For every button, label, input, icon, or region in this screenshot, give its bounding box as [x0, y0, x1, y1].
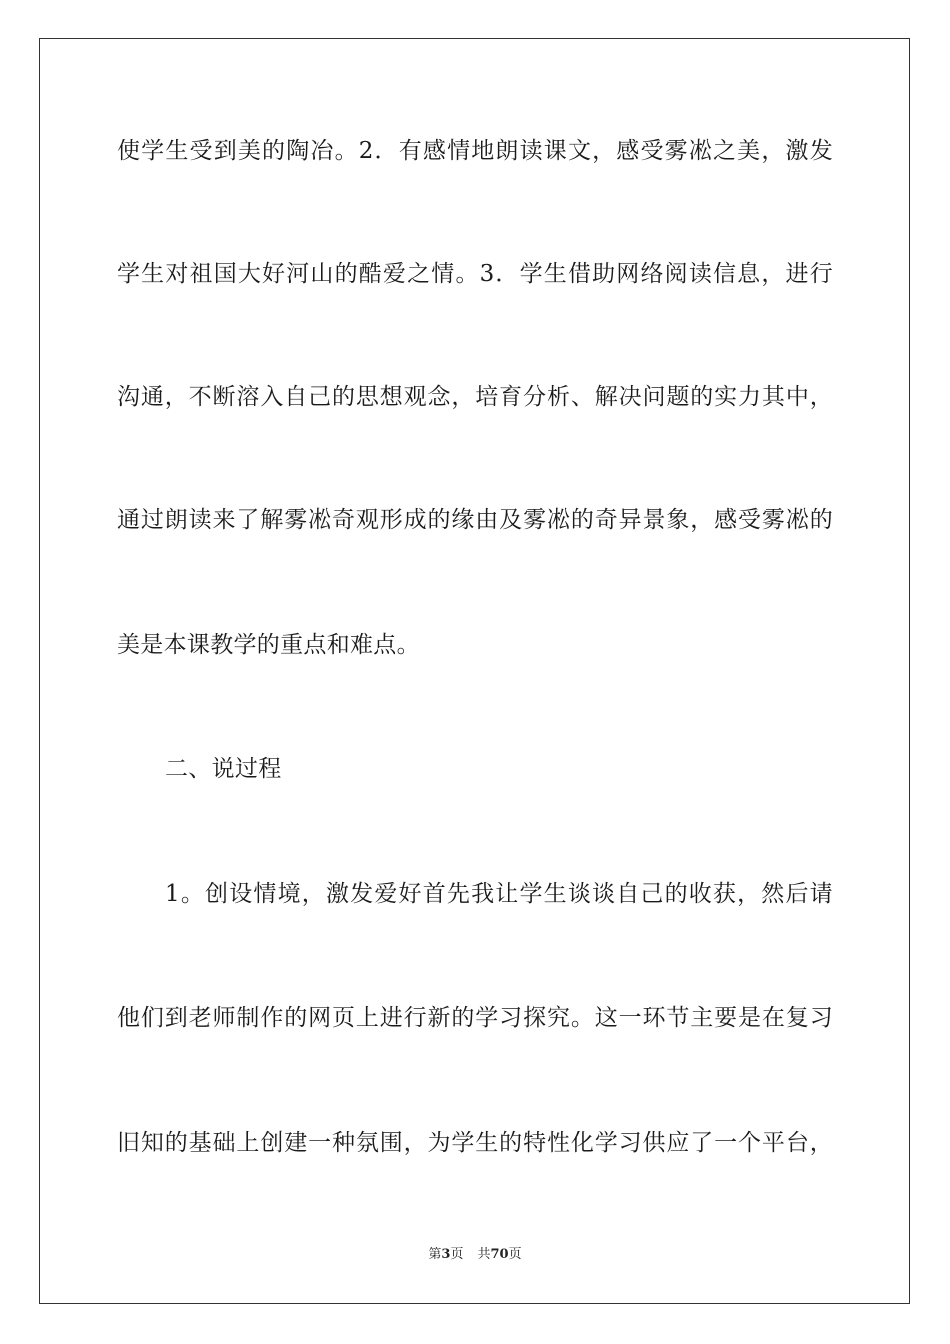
body-text-line-4: 通过朗读来了解雾凇奇观形成的缘由及雾凇的奇异景象，感受雾凇的 — [117, 507, 833, 533]
total-pages: 70 — [490, 1247, 509, 1262]
page-footer — [0, 1246, 950, 1264]
body-text-line-2: 学生对祖国大好河山的酷爱之情。3．学生借助网络阅读信息，进行 — [117, 261, 833, 287]
total-prefix: 共 — [477, 1247, 491, 1262]
body-text-line-5: 美是本课教学的重点和难点。 — [117, 632, 420, 658]
section-heading: 二、说过程 — [165, 756, 282, 782]
body-text-line-3: 沟通，不断溶入自己的思想观念，培育分析、解决问题的实力其中， — [117, 384, 833, 410]
body-text-line-7: 他们到老师制作的网页上进行新的学习探究。这一环节主要是在复习 — [117, 1005, 833, 1031]
page-number: 3 — [441, 1247, 451, 1262]
page-suffix: 页 — [450, 1247, 464, 1262]
body-text-line-6: 1。创设情境，激发爱好首先我让学生谈谈自己的收获，然后请 — [165, 881, 833, 907]
total-suffix: 页 — [508, 1247, 522, 1262]
body-text-line-8: 旧知的基础上创建一种氛围，为学生的特性化学习供应了一个平台， — [117, 1130, 833, 1156]
page-border — [39, 38, 910, 1304]
page-prefix: 第 — [428, 1247, 442, 1262]
body-text-line-1: 使学生受到美的陶冶。2．有感情地朗读课文，感受雾凇之美，激发 — [117, 138, 833, 164]
